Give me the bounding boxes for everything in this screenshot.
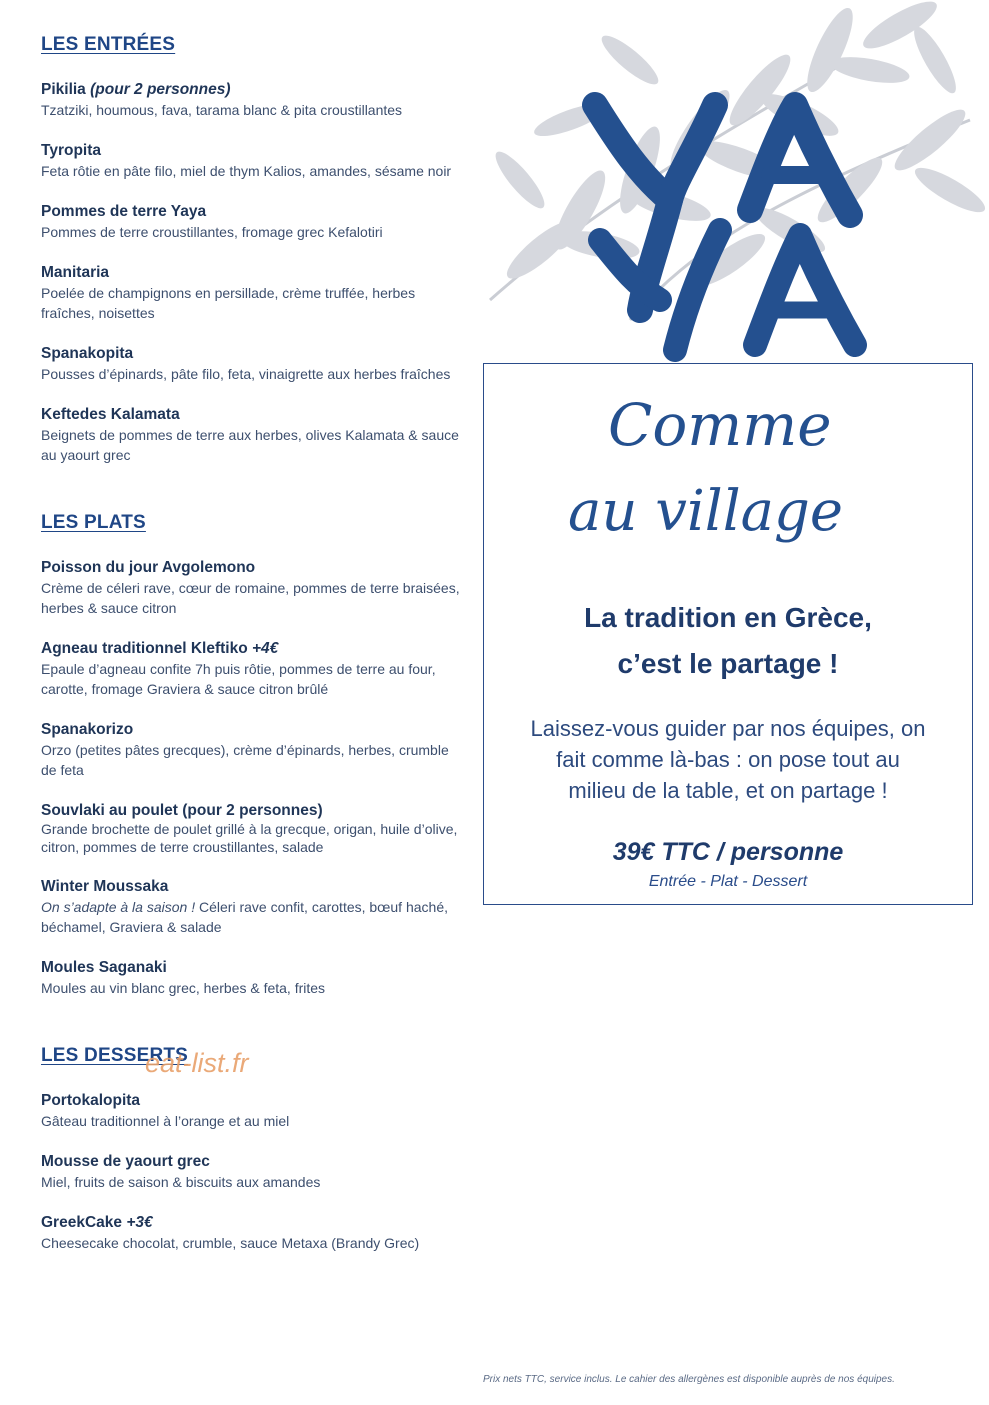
footnote: Prix nets TTC, service inclus. Le cahier des allergènes est disponible auprès de nos équipes. [483,1374,895,1385]
item-description: Pousses d’épinards, pâte filo, feta, vinaigrette aux herbes fraîches [41,366,451,382]
item-name: Poisson du jour Avgolemono [41,559,256,576]
item-description: Crème de céleri rave, cœur de romaine, pommes de terre braisées, herbes & sauce citron [41,580,460,616]
tagline-line-1: La tradition en Grèce, [584,602,872,633]
item-name: Winter Moussaka [41,878,169,895]
menu-item [41,958,461,998]
menu-item [41,141,461,181]
item-name: Agneau traditionnel Kleftiko [41,640,248,657]
script-tagline [568,385,898,555]
menu-item [41,1091,461,1131]
section-title-desserts: LES DESSERTS [41,1045,189,1066]
menu-item [41,344,461,384]
item-extra: (pour 2 personnes) [90,81,231,98]
menu-item [41,1152,461,1192]
intro-line-2: fait comme là-bas : on pose tout au [556,747,900,772]
item-name: Pikilia [41,81,86,98]
item-extra: +4€ [252,640,279,657]
menu-item [41,405,461,465]
menu-item [41,639,461,699]
item-description: Poelée de champignons en persillade, crème truffée, herbes fraîches, noisettes [41,285,416,321]
item-description: Grande brochette de poulet grillé à la grecque, origan, huile d’olive, citron, pommes de terre croustillantes, salade [41,821,458,855]
item-name: GreekCake [41,1214,123,1231]
script-line-2: au village [568,479,843,544]
menu-item [41,720,461,780]
menu-item [41,202,461,242]
yaya-logo [575,90,875,370]
script-line-1: Comme [608,391,832,459]
item-name: Portokalopita [41,1092,141,1109]
item-description: Orzo (petites pâtes grecques), crème d’épinards, herbes, crumble de feta [41,742,449,778]
item-description: Gâteau traditionnel à l’orange et au miel [41,1113,290,1129]
tagline-line-2: c’est le partage ! [617,648,839,679]
item-description: Beignets de pommes de terre aux herbes, olives Kalamata & sauce au yaourt grec [41,427,459,463]
item-name: Keftedes Kalamata [41,406,180,423]
section-title-plats: LES PLATS [41,512,146,533]
menu-item [41,801,461,856]
item-name: Tyropita [41,142,101,159]
item-name: Mousse de yaourt grec [41,1153,210,1170]
item-description: Cheesecake chocolat, crumble, sauce Metaxa (Brandy Grec) [41,1235,420,1251]
menu-item [41,877,461,937]
item-name: Spanakorizo [41,721,134,738]
price-per-person: 39€ TTC / personne [612,838,844,866]
item-name: Spanakopita [41,345,134,362]
item-description-italic: On s’adapte à la saison ! [41,899,196,915]
intro-line-1: Laissez-vous guider par nos équipes, on [530,716,926,741]
item-description: Céleri rave confit, carottes, bœuf haché, béchamel, Graviera & salade [41,899,448,935]
section-title-entrees: LES ENTRÉES [41,34,176,55]
intro-line-3: milieu de la table, et on partage ! [568,778,888,803]
menu-item [41,1213,461,1253]
item-name: Souvlaki au poulet (pour 2 personnes) [41,802,323,819]
item-extra: +3€ [126,1214,153,1231]
menu-column [41,34,461,1274]
item-name: Moules Saganaki [41,959,167,976]
menu-item [41,263,461,323]
item-description: Pommes de terre croustillantes, fromage grec Kefalotiri [41,224,383,240]
tagline [483,595,973,687]
item-description: Moules au vin blanc grec, herbes & feta, frites [41,980,326,996]
courses-included: Entrée - Plat - Dessert [648,873,808,890]
item-description: Tzatziki, houmous, fava, tarama blanc & pita croustillantes [41,102,403,118]
intro-text [483,713,973,806]
item-name: Pommes de terre Yaya [41,203,207,220]
watermark: eat-list.fr [145,1048,249,1078]
item-description: Feta rôtie en pâte filo, miel de thym Kalios, amandes, sésame noir [41,163,452,179]
item-description: Miel, fruits de saison & biscuits aux amandes [41,1174,321,1190]
menu-item [41,558,461,618]
menu-item [41,80,461,120]
item-description: Epaule d’agneau confite 7h puis rôtie, pommes de terre au four, carotte, fromage Graviera & sauce citron brûlé [41,661,436,697]
item-name: Manitaria [41,264,110,281]
